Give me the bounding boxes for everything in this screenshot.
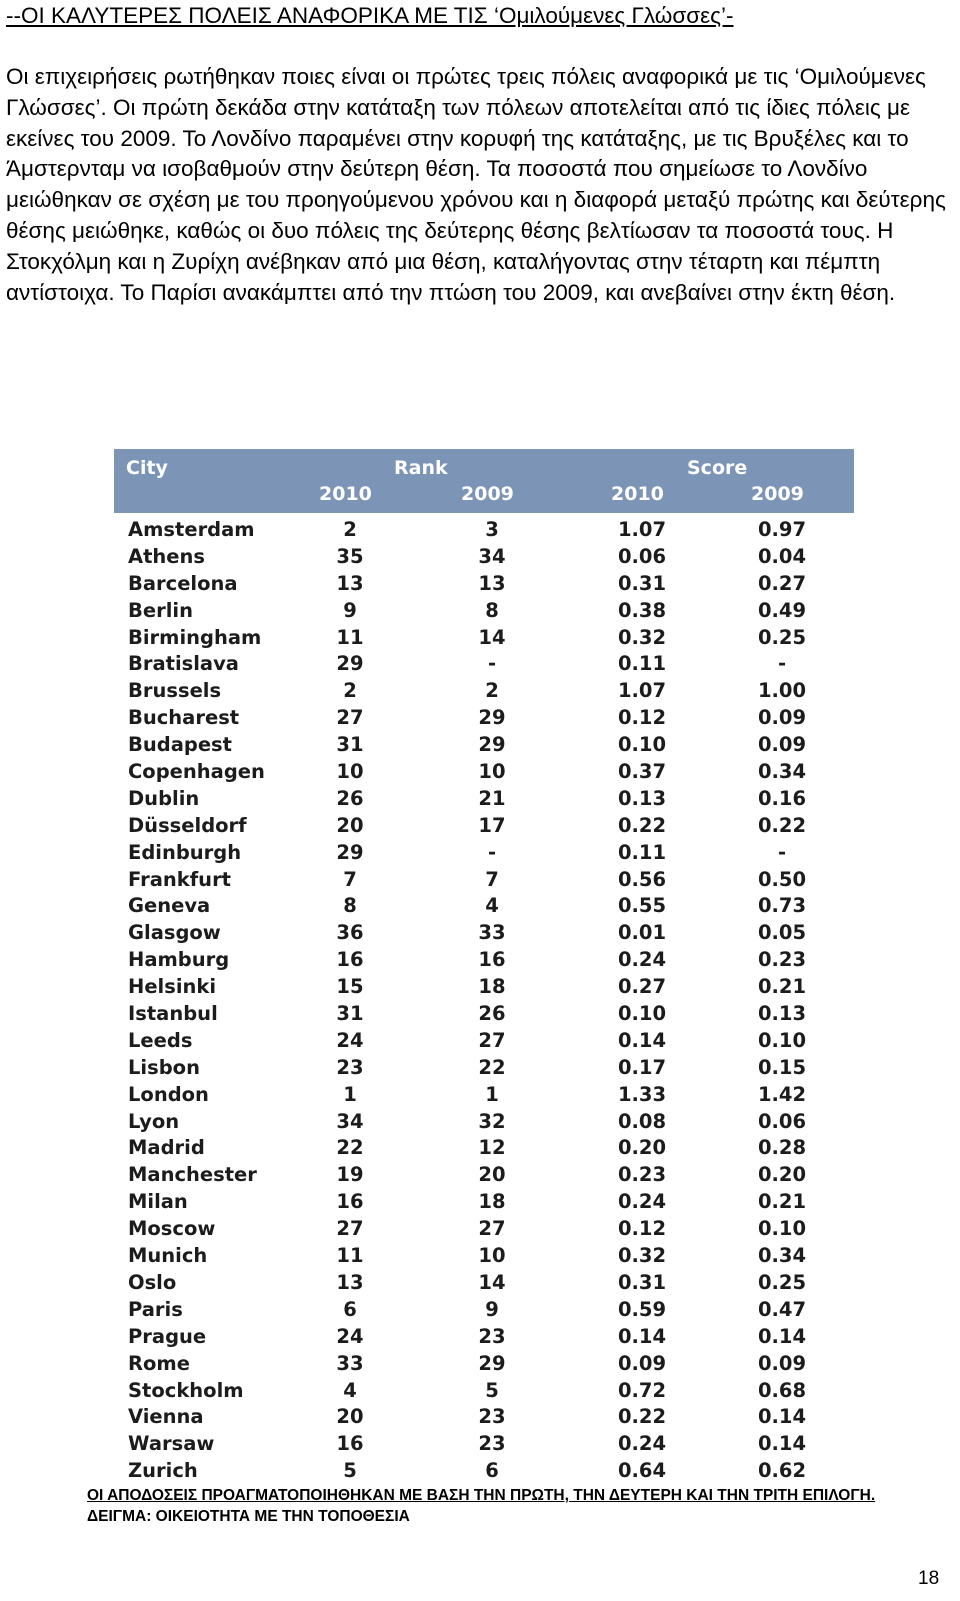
table-row — [114, 974, 854, 1001]
cell-rank-2010: 27 — [336, 1217, 364, 1241]
table-row — [114, 840, 854, 867]
cell-rank-2009: 2 — [485, 679, 499, 703]
cell-score-2009: 0.14 — [757, 1432, 807, 1456]
cell-city: Moscow — [128, 1217, 216, 1241]
cell-score-2009: 0.25 — [757, 625, 807, 649]
table-row — [114, 1351, 854, 1378]
cell-score-2009: 0.14 — [757, 1405, 807, 1429]
table-row — [114, 1324, 854, 1351]
cell-score-2010: 0.11 — [617, 652, 667, 676]
cell-rank-2009: 17 — [478, 813, 506, 837]
cell-rank-2010: 13 — [336, 571, 364, 595]
cell-rank-2010: 31 — [336, 733, 364, 757]
table-row — [114, 920, 854, 947]
cell-rank-2010: 29 — [336, 652, 364, 676]
cell-city: Lisbon — [128, 1055, 200, 1079]
cell-rank-2009: 12 — [478, 1136, 506, 1160]
cell-city: Bratislava — [128, 652, 239, 676]
cell-rank-2010: 29 — [336, 840, 364, 864]
page-number: 18 — [918, 1568, 940, 1589]
section-heading: --ΟΙ ΚΑΛΥΤΕΡΕΣ ΠΟΛΕΙΣ ΑΝΑΦΟΡΙΚΑ ΜΕ ΤΙΣ ‘Ομιλούμενες Γλώσσες’- — [6, 3, 734, 28]
header-score-2009: 2009 — [751, 483, 804, 505]
cell-score-2009: 0.49 — [757, 598, 807, 622]
cell-score-2009: 0.28 — [757, 1136, 807, 1160]
cell-score-2009: 0.22 — [757, 813, 807, 837]
cell-score-2010: 0.08 — [617, 1109, 667, 1133]
table-row — [114, 1378, 854, 1405]
cell-rank-2010: 16 — [336, 1432, 364, 1456]
cell-rank-2010: 10 — [336, 760, 364, 784]
cell-rank-2010: 36 — [336, 921, 364, 945]
cell-score-2009: 0.62 — [757, 1459, 807, 1483]
table-row — [114, 947, 854, 974]
cell-score-2010: 0.11 — [617, 840, 667, 864]
cell-rank-2010: 26 — [336, 786, 364, 810]
cell-rank-2010: 35 — [336, 544, 364, 568]
cell-score-2009: 0.09 — [757, 733, 807, 757]
cell-rank-2009: 9 — [485, 1297, 499, 1321]
cell-score-2010: 1.07 — [617, 679, 667, 703]
cell-city: Düsseldorf — [128, 813, 247, 837]
cell-rank-2009: 23 — [478, 1432, 506, 1456]
cell-rank-2010: 5 — [343, 1459, 357, 1483]
header-rank: Rank — [394, 457, 448, 479]
cell-rank-2009: 21 — [478, 786, 506, 810]
cell-city: Manchester — [128, 1163, 257, 1187]
cell-city: Warsaw — [128, 1432, 215, 1456]
cell-score-2010: 0.22 — [617, 1405, 667, 1429]
cell-rank-2010: 24 — [336, 1324, 364, 1348]
cell-city: Bucharest — [128, 706, 240, 730]
table-row — [114, 1216, 854, 1243]
cell-score-2009: - — [777, 840, 787, 864]
cell-rank-2009: 23 — [478, 1324, 506, 1348]
cell-rank-2010: 33 — [336, 1351, 364, 1375]
cell-score-2010: 0.32 — [617, 625, 667, 649]
cell-city: Copenhagen — [128, 760, 265, 784]
cell-city: London — [128, 1082, 209, 1106]
table-row — [114, 786, 854, 813]
cell-rank-2009: 27 — [478, 1028, 506, 1052]
cell-score-2009: 0.20 — [757, 1163, 807, 1187]
cell-score-2009: 0.27 — [757, 571, 807, 595]
table-row — [114, 678, 854, 705]
cell-rank-2009: 13 — [478, 571, 506, 595]
table-row — [114, 1243, 854, 1270]
cell-score-2009: 0.10 — [757, 1217, 807, 1241]
cell-city: Dublin — [128, 786, 200, 810]
cell-rank-2010: 20 — [336, 813, 364, 837]
cell-score-2009: 0.25 — [757, 1270, 807, 1294]
cell-score-2010: 0.24 — [617, 1432, 667, 1456]
cell-score-2010: 0.59 — [617, 1297, 667, 1321]
cell-city: Geneva — [128, 894, 211, 918]
table-row — [114, 1431, 854, 1458]
table-row — [114, 1404, 854, 1431]
cell-rank-2009: 27 — [478, 1217, 506, 1241]
table-row — [114, 1189, 854, 1216]
table-row — [114, 813, 854, 840]
cell-city: Frankfurt — [128, 867, 232, 891]
cell-score-2009: 1.42 — [757, 1082, 807, 1106]
cell-score-2009: 0.06 — [757, 1109, 807, 1133]
cell-rank-2010: 6 — [343, 1297, 357, 1321]
cell-score-2010: 0.14 — [617, 1028, 667, 1052]
cell-city: Helsinki — [128, 975, 217, 999]
cell-score-2010: 0.31 — [617, 571, 667, 595]
cell-city: Istanbul — [128, 1002, 218, 1026]
cell-rank-2010: 31 — [336, 1002, 364, 1026]
cell-score-2010: 0.72 — [617, 1378, 667, 1402]
cell-score-2009: 0.10 — [757, 1028, 807, 1052]
table-row — [114, 1055, 854, 1082]
cell-score-2010: 0.38 — [617, 598, 667, 622]
cell-score-2009: 0.15 — [757, 1055, 807, 1079]
cell-rank-2009: 34 — [478, 544, 506, 568]
table-row — [114, 651, 854, 678]
cell-rank-2009: 20 — [478, 1163, 506, 1187]
cell-score-2010: 1.33 — [617, 1082, 667, 1106]
cell-rank-2009: 18 — [478, 1190, 506, 1214]
table-row — [114, 544, 854, 571]
cell-score-2010: 0.12 — [617, 706, 667, 730]
cell-city: Madrid — [128, 1136, 205, 1160]
cell-city: Edinburgh — [128, 840, 242, 864]
header-score-2010: 2010 — [611, 483, 664, 505]
cell-rank-2009: 23 — [478, 1405, 506, 1429]
table-header — [114, 449, 854, 513]
cell-score-2009: 0.13 — [757, 1002, 807, 1026]
cell-city: Munich — [128, 1244, 208, 1268]
table-row — [114, 598, 854, 625]
cell-rank-2010: 1 — [343, 1082, 357, 1106]
cell-rank-2009: - — [487, 652, 497, 676]
cell-score-2010: 0.10 — [617, 733, 667, 757]
cell-score-2009: - — [777, 652, 787, 676]
cell-rank-2009: 16 — [478, 948, 506, 972]
table-row — [114, 625, 854, 652]
cell-rank-2009: 32 — [478, 1109, 506, 1133]
table-row — [114, 1162, 854, 1189]
cell-rank-2009: 1 — [485, 1082, 499, 1106]
cell-score-2010: 0.20 — [617, 1136, 667, 1160]
footnote-line-2: ΔΕΙΓΜΑ: ΟΙΚΕΙΟΤΗΤΑ ΜΕ ΤΗΝ ΤΟΠΟΘΕΣΙΑ — [87, 1507, 410, 1525]
city-ranking-table — [114, 449, 854, 1485]
cell-rank-2009: 33 — [478, 921, 506, 945]
cell-rank-2010: 4 — [343, 1378, 357, 1402]
cell-rank-2009: 29 — [478, 706, 506, 730]
cell-score-2010: 0.06 — [617, 544, 667, 568]
cell-rank-2010: 11 — [336, 1244, 364, 1268]
cell-rank-2009: 29 — [478, 733, 506, 757]
cell-rank-2009: 26 — [478, 1002, 506, 1026]
cell-rank-2010: 15 — [336, 975, 364, 999]
table-row — [114, 893, 854, 920]
table-row — [114, 732, 854, 759]
cell-city: Rome — [128, 1351, 190, 1375]
cell-score-2009: 0.34 — [757, 1244, 807, 1268]
cell-rank-2009: 5 — [485, 1378, 499, 1402]
cell-rank-2009: 10 — [478, 760, 506, 784]
cell-score-2009: 0.04 — [757, 544, 807, 568]
cell-rank-2009: - — [487, 840, 497, 864]
cell-rank-2010: 7 — [343, 867, 357, 891]
cell-city: Leeds — [128, 1028, 193, 1052]
cell-city: Paris — [128, 1297, 183, 1321]
cell-score-2010: 0.64 — [617, 1459, 667, 1483]
cell-score-2009: 0.50 — [757, 867, 807, 891]
cell-score-2010: 0.27 — [617, 975, 667, 999]
cell-score-2010: 0.01 — [617, 921, 667, 945]
cell-city: Amsterdam — [128, 518, 255, 541]
cell-score-2010: 0.37 — [617, 760, 667, 784]
table-row — [114, 1458, 854, 1485]
cell-score-2009: 0.68 — [757, 1378, 807, 1402]
cell-score-2010: 1.07 — [617, 518, 667, 541]
cell-city: Brussels — [128, 679, 222, 703]
cell-rank-2010: 27 — [336, 706, 364, 730]
cell-score-2009: 0.97 — [757, 518, 807, 541]
cell-score-2010: 0.10 — [617, 1002, 667, 1026]
cell-score-2009: 0.47 — [757, 1297, 807, 1321]
cell-score-2010: 0.22 — [617, 813, 667, 837]
cell-score-2009: 1.00 — [757, 679, 807, 703]
cell-score-2010: 0.56 — [617, 867, 667, 891]
cell-score-2009: 0.73 — [757, 894, 807, 918]
cell-rank-2010: 24 — [336, 1028, 364, 1052]
cell-rank-2010: 9 — [343, 598, 357, 622]
cell-rank-2009: 14 — [478, 625, 506, 649]
cell-city: Barcelona — [128, 571, 238, 595]
cell-city: Birmingham — [128, 625, 262, 649]
cell-rank-2009: 4 — [485, 894, 499, 918]
table-row — [114, 1297, 854, 1324]
cell-city: Zurich — [128, 1459, 198, 1483]
cell-city: Glasgow — [128, 921, 221, 945]
cell-city: Athens — [128, 544, 206, 568]
cell-city: Berlin — [128, 598, 193, 622]
cell-rank-2009: 29 — [478, 1351, 506, 1375]
cell-score-2010: 0.31 — [617, 1270, 667, 1294]
cell-rank-2010: 13 — [336, 1270, 364, 1294]
cell-score-2009: 0.05 — [757, 921, 807, 945]
cell-score-2009: 0.09 — [757, 1351, 807, 1375]
cell-rank-2009: 22 — [478, 1055, 506, 1079]
cell-rank-2009: 3 — [485, 518, 499, 541]
cell-city: Milan — [128, 1190, 188, 1214]
cell-rank-2010: 22 — [336, 1136, 364, 1160]
table-row — [114, 1109, 854, 1136]
cell-rank-2010: 16 — [336, 1190, 364, 1214]
cell-city: Hamburg — [128, 948, 230, 972]
cell-rank-2010: 23 — [336, 1055, 364, 1079]
cell-city: Lyon — [128, 1109, 180, 1133]
cell-rank-2009: 7 — [485, 867, 499, 891]
table-row — [114, 867, 854, 894]
cell-score-2009: 0.21 — [757, 1190, 807, 1214]
cell-rank-2010: 2 — [343, 679, 357, 703]
cell-score-2010: 0.09 — [617, 1351, 667, 1375]
cell-rank-2009: 10 — [478, 1244, 506, 1268]
cell-score-2010: 0.14 — [617, 1324, 667, 1348]
cell-score-2010: 0.23 — [617, 1163, 667, 1187]
table-row — [114, 1270, 854, 1297]
cell-score-2009: 0.34 — [757, 760, 807, 784]
cell-score-2009: 0.09 — [757, 706, 807, 730]
cell-rank-2009: 18 — [478, 975, 506, 999]
header-score: Score — [687, 457, 748, 479]
table-row — [114, 1135, 854, 1162]
cell-rank-2010: 20 — [336, 1405, 364, 1429]
header-rank-2009: 2009 — [461, 483, 514, 505]
cell-score-2010: 0.24 — [617, 948, 667, 972]
cell-city: Oslo — [128, 1270, 177, 1294]
cell-rank-2010: 2 — [343, 518, 357, 541]
cell-rank-2009: 8 — [485, 598, 499, 622]
table-body — [114, 517, 854, 1485]
cell-rank-2009: 6 — [485, 1459, 499, 1483]
cell-score-2009: 0.21 — [757, 975, 807, 999]
cell-score-2010: 0.55 — [617, 894, 667, 918]
cell-city: Stockholm — [128, 1378, 244, 1402]
cell-score-2010: 0.17 — [617, 1055, 667, 1079]
table-row — [114, 517, 854, 544]
header-city: City — [126, 457, 168, 479]
table-row — [114, 1028, 854, 1055]
table-row — [114, 705, 854, 732]
header-rank-2010: 2010 — [319, 483, 372, 505]
footnote-line-1: ΟΙ ΑΠΟΔΟΣΕΙΣ ΠΡΟΑΓΜΑΤΟΠΟΙΗΘΗΚΑΝ ΜΕ ΒΑΣΗ ΤΗΝ ΠΡΩΤΗ, ΤΗΝ ΔΕΥΤΕΡΗ ΚΑΙ ΤΗΝ ΤΡΙΤΗ ΕΠΙΛΟΓΗ. — [87, 1487, 876, 1504]
cell-rank-2010: 34 — [336, 1109, 364, 1133]
cell-city: Vienna — [128, 1405, 204, 1429]
cell-score-2009: 0.23 — [757, 948, 807, 972]
table-row — [114, 1001, 854, 1028]
footnote — [87, 1486, 907, 1527]
cell-score-2010: 0.32 — [617, 1244, 667, 1268]
cell-score-2010: 0.13 — [617, 786, 667, 810]
cell-rank-2009: 14 — [478, 1270, 506, 1294]
cell-score-2010: 0.12 — [617, 1217, 667, 1241]
cell-score-2009: 0.14 — [757, 1324, 807, 1348]
cell-rank-2010: 8 — [343, 894, 357, 918]
cell-score-2010: 0.24 — [617, 1190, 667, 1214]
cell-rank-2010: 11 — [336, 625, 364, 649]
cell-rank-2010: 16 — [336, 948, 364, 972]
table-row — [114, 759, 854, 786]
table-row — [114, 1082, 854, 1109]
cell-city: Prague — [128, 1324, 207, 1348]
cell-city: Budapest — [128, 733, 232, 757]
table-row — [114, 571, 854, 598]
cell-rank-2010: 19 — [336, 1163, 364, 1187]
intro-paragraph: Οι επιχειρήσεις ρωτήθηκαν ποιες είναι οι πρώτες τρεις πόλεις αναφορικά με τις ‘Ομιλούμενες Γλώσσες’. Οι πρώτη δεκάδα στην κατάταξη των πόλεων αποτελείται από τις ίδιες πόλεις με εκείνες του 2009. Το Λονδίνο παραμένει στην κορυφή της κατάταξης, με τις Βρυξέλες και το Άμστερνταμ να ισοβαθμούν στην δεύτερη θέση. Τα ποσοστά που σημείωσε το Λονδίνο μειώθηκαν σε σχέση με του προηγούμενου χρόνου και η διαφορά μεταξύ πρώτης και δεύτερης θέσης μειώθηκε, καθώς οι δυο πόλεις της δεύτερης θέσης βελτίωσαν τα ποσοστά τους. Η Στοκχόλμη και η Ζυρίχη ανέβηκαν από μια θέση, καταλήγοντας στην τέταρτη και πέμπτη αντίστοιχα. Το Παρίσι ανακάμπτει από την πτώση του 2009, και ανεβαίνει στην έκτη θέση. — [6, 64, 946, 305]
cell-score-2009: 0.16 — [757, 786, 807, 810]
